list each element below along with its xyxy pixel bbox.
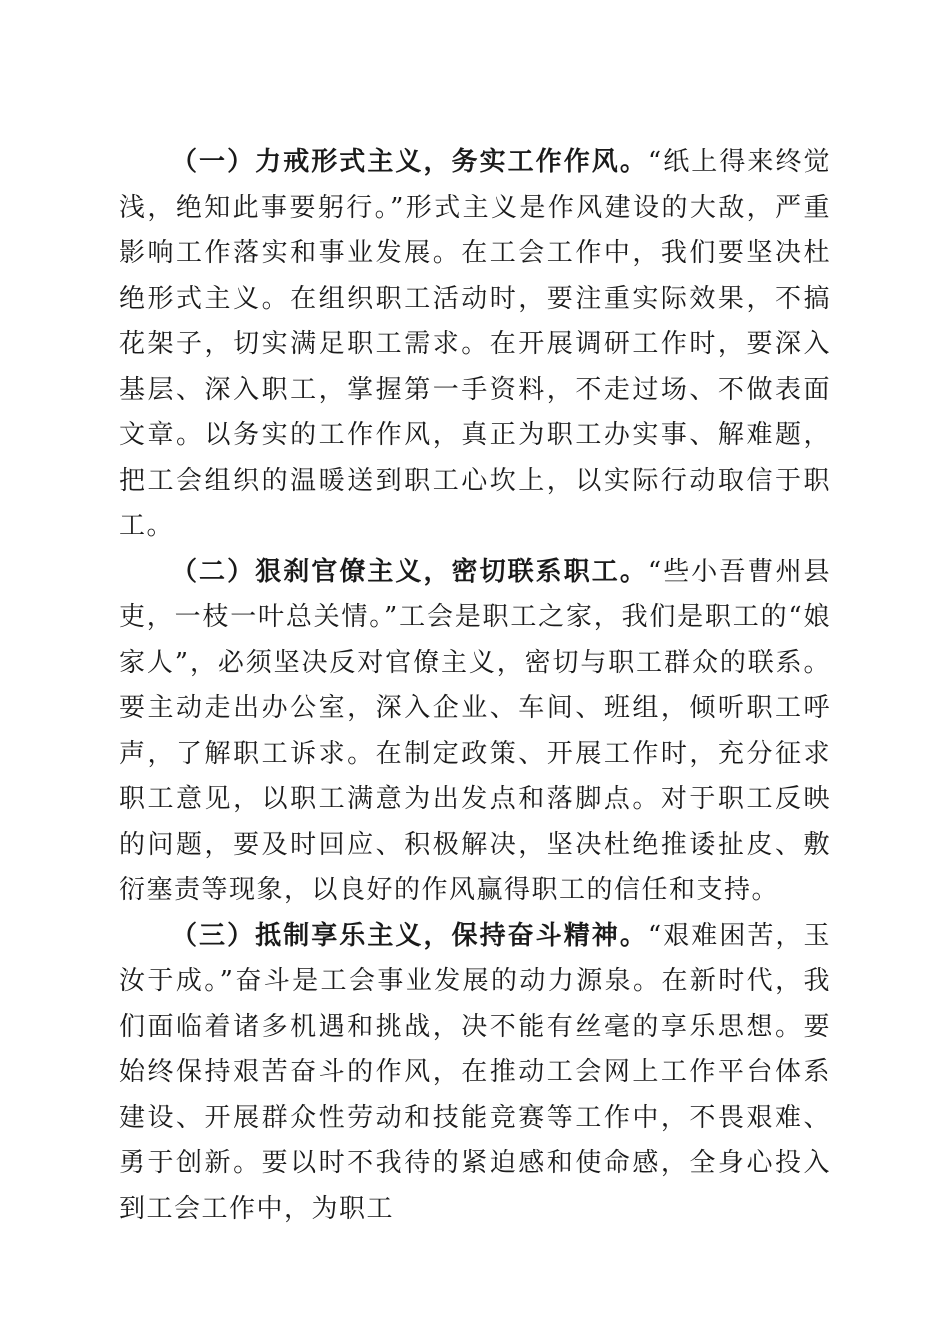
paragraph-3 [119,914,831,1233]
paragraph-1-heading: （一）力戒形式主义，务实工作作风。 [171,147,648,177]
paragraph-3-text: “艰难困苦，玉汝于成。”奋斗是工会事业发展的动力源泉。在新时代，我们面临着诸多机遇和挑战，决不能有丝毫的享乐思想。要始终保持艰苦奋斗的作风，在推动工会网上工作平台体系建设、开展群众性劳动和技能竞赛等工作中，不畏艰难、勇于创新。要以时不我待的紧迫感和使命感，全身心投入到工会工作中，为职工 [119,920,831,1224]
paragraph-1 [119,140,831,550]
document-body [119,140,831,1232]
paragraph-1-text: “纸上得来终觉浅，绝知此事要躬行。”形式主义是作风建设的大敌，严重影响工作落实和事业发展。在工会工作中，我们要坚决杜绝形式主义。在组织职工活动时，要注重实际效果，不搞花架子，切实满足职工需求。在开展调研工作时，要深入基层、深入职工，掌握第一手资料，不走过场、不做表面文章。以务实的工作作风，真正为职工办实事、解难题，把工会组织的温暖送到职工心坎上，以实际行动取信于职工。 [119,147,831,541]
paragraph-2-text: “些小吾曹州县吏，一枝一叶总关情。”工会是职工之家，我们是职工的“娘家人”，必须坚决反对官僚主义，密切与职工群众的联系。要主动走出办公室，深入企业、车间、班组，倾听职工呼声，了解职工诉求。在制定政策、开展工作时，充分征求职工意见，以职工满意为出发点和落脚点。对于职工反映的问题，要及时回应、积极解决，坚决杜绝推诿扯皮、敷衍塞责等现象，以良好的作风赢得职工的信任和支持。 [119,556,831,905]
paragraph-2-heading: （二）狠刹官僚主义，密切联系职工。 [171,556,648,587]
paragraph-3-heading: （三）抵制享乐主义，保持奋斗精神。 [171,920,648,951]
paragraph-2 [119,550,831,914]
